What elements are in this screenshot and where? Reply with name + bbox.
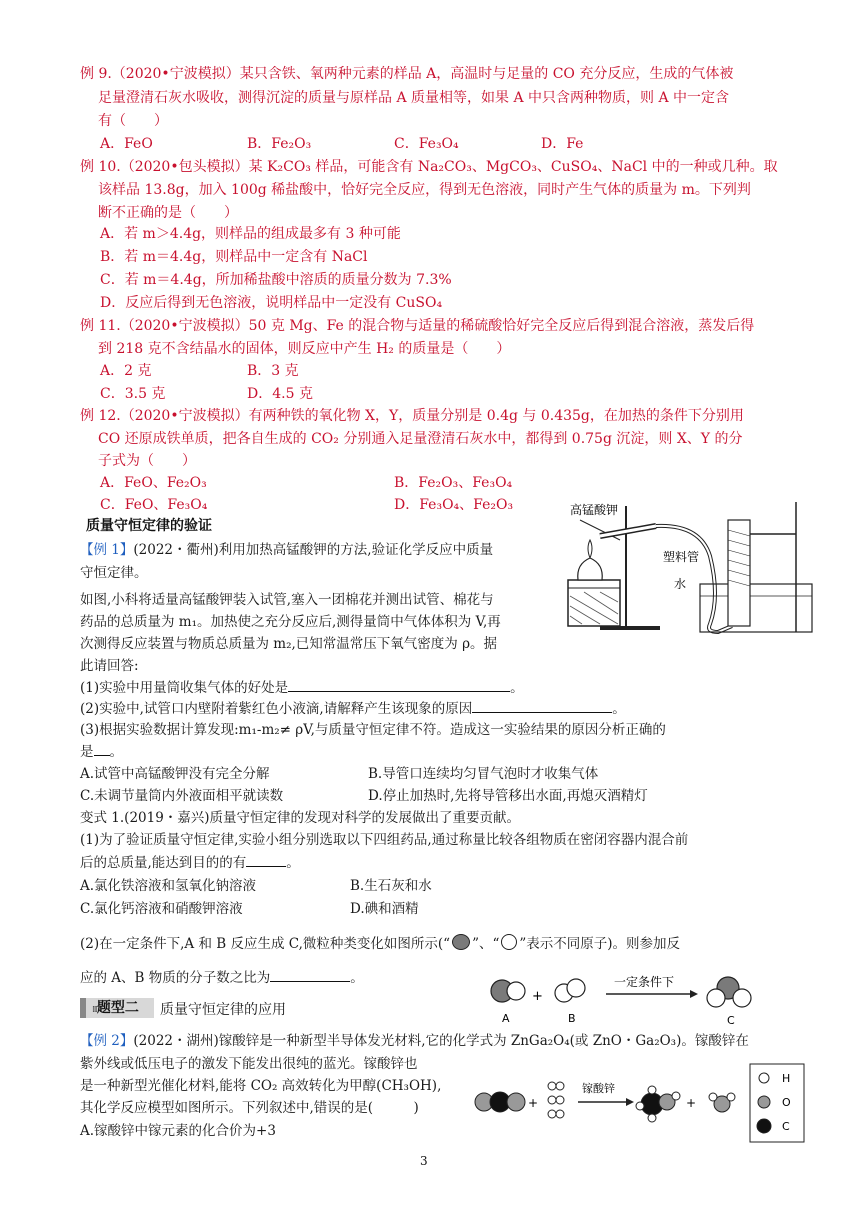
- example2-line3: 是一种新型光催化材料,能将 CO₂ 高效转化为甲醇(CH₃OH),: [80, 1078, 442, 1094]
- q12-line3: 子式为（ ）: [98, 453, 196, 469]
- q11-option-a: A．2 克: [100, 363, 152, 379]
- example1-line5: 次测得反应装置与物质总质量为 m₂,已知常温常压下氧气密度为 ρ。据: [80, 636, 498, 652]
- variant1-option-d: D.碘和酒精: [350, 901, 419, 917]
- variant1-q2-text-a: (2)在一定条件下,A 和 B 反应生成 C,微粒种类变化如图所示(“: [80, 936, 451, 952]
- q12-option-c: C．FeO、Fe₃O₄: [100, 497, 208, 513]
- gray-atom-icon: [452, 934, 470, 950]
- answer-blank[interactable]: [472, 698, 612, 713]
- answer-blank[interactable]: [246, 852, 286, 867]
- variant1-q1-line2: 后的总质量,能达到目的的有 。: [80, 852, 300, 873]
- example1-line1: [80, 540, 493, 560]
- section-title-verification: 质量守恒定律的验证: [86, 518, 212, 534]
- variant1-q1-line1: (1)为了验证质量守恒定律,实验小组分别选取以下四组药品,通过称量比较各组物质在密闭容器内混合前: [80, 832, 689, 848]
- example1-q3-text: 是: [80, 744, 94, 760]
- example2-line1: [80, 1031, 749, 1051]
- q10-option-a: A．若 m＞4.4g，则样品的组成最多有 3 种可能: [100, 226, 401, 242]
- variant1-q2-line2: 应的 A、B 物质的分子数之比为 。: [80, 967, 364, 988]
- q10-option-b: B．若 m＝4.4g，则样品中一定含有 NaCl: [100, 249, 368, 265]
- q9-option-d: D．Fe: [541, 136, 584, 152]
- q12-option-b: B．Fe₂O₃、Fe₃O₄: [394, 475, 513, 491]
- example2-text: (2022・湖州)镓酸锌是一种新型半导体发光材料,它的化学式为 ZnGa₂O₄(或 ZnO・Ga₂O₃)。镓酸锌在: [133, 1033, 749, 1049]
- example1-line2: 守恒定律。: [80, 565, 148, 581]
- q12-option-d: D．Fe₃O₄、Fe₂O₃: [394, 497, 514, 513]
- q9-line2: 足量澄清石灰水吸收，测得沉淀的质量与原样品 A 质量相等，如果 A 中只含两种物质，则 A 中一定含: [98, 90, 730, 106]
- section-badge: ⁞⁞题型二: [80, 998, 154, 1018]
- q10-line2: 该样品 13.8g，加入 100g 稀盐酸中，恰好完全反应，得到无色溶液，同时产生气体的质量为 m。下列判: [98, 182, 751, 198]
- q10-option-d: D．反应后得到无色溶液，说明样品中一定没有 CuSO₄: [100, 295, 443, 311]
- q12-option-a: A．FeO、Fe₂O₃: [100, 475, 207, 491]
- variant1-q2-text-c: ”表示不同原子)。则参加反: [519, 936, 681, 952]
- variant1-q2-text-b: ”、“: [472, 936, 500, 952]
- example1-option-c: C.未调节量筒内外液面相平就读数: [80, 788, 284, 804]
- label-a: A: [502, 1012, 510, 1025]
- reaction-model-figure: [470, 1062, 810, 1146]
- legend-h: H: [782, 1072, 791, 1085]
- condition-label: 一定条件下: [614, 975, 675, 989]
- example1-q1: (1)实验中用量筒收集气体的好处是 。: [80, 677, 524, 698]
- example2-line4: 其化学反应模型如图所示。下列叙述中,错误的是( ): [80, 1100, 419, 1116]
- example1-text: (2022・衢州)利用加热高锰酸钾的方法,验证化学反应中质量: [133, 542, 494, 558]
- plus-sign: +: [532, 989, 543, 1004]
- q11-option-c: C．3.5 克: [100, 386, 166, 402]
- variant1-option-c: C.氯化钙溶液和硝酸钾溶液: [80, 901, 243, 917]
- example1-q3-line1: (3)根据实验数据计算发现:m₁-m₂≠ ρV,与质量守恒定律不符。造成这一实验结果的原因分析正确的: [80, 722, 666, 738]
- legend-o: O: [782, 1096, 791, 1109]
- example1-q2-text: (2)实验中,试管口内壁附着紫红色小液滴,请解释产生该现象的原因: [80, 701, 473, 717]
- variant1-option-a: A.氯化铁溶液和氢氧化钠溶液: [80, 878, 257, 894]
- variant1-title: 变式 1.(2019・嘉兴)质量守恒定律的发现对科学的发展做出了重要贡献。: [80, 810, 521, 826]
- q12-line1: 例 12.（2020•宁波模拟）有两种铁的氧化物 X，Y，质量分别是 0.4g 与 0.435g，在加热的条件下分别用: [80, 408, 744, 424]
- q11-line1: 例 11.（2020•宁波模拟）50 克 Mg、Fe 的混合物与适量的稀硫酸恰好完全反应后得到混合溶液，蒸发后得: [80, 318, 755, 334]
- apparatus-figure: [560, 496, 820, 636]
- label-b: B: [568, 1012, 576, 1025]
- example1-option-b: B.导管口连续均匀冒气泡时才收集气体: [368, 766, 599, 782]
- example2-line2: 紫外线或低压电子的激发下能发出很纯的蓝光。镓酸锌也: [80, 1056, 418, 1072]
- example1-tag: 【例 1】: [80, 542, 134, 558]
- q9-line3: 有（ ）: [98, 113, 168, 129]
- example1-q1-text: (1)实验中用量筒收集气体的好处是: [80, 680, 289, 696]
- example2-tag: 【例 2】: [80, 1033, 134, 1049]
- example1-line6: 此请回答:: [80, 658, 139, 674]
- white-atom-icon: [501, 934, 517, 950]
- q10-line3: 断不正确的是（ ）: [98, 205, 238, 221]
- answer-blank[interactable]: [270, 967, 350, 982]
- plus-sign-1: +: [528, 1096, 539, 1110]
- variant1-option-b: B.生石灰和水: [350, 878, 432, 894]
- example1-option-a: A.试管中高锰酸钾没有完全分解: [80, 766, 270, 782]
- plus-sign-2: +: [686, 1096, 697, 1110]
- legend-c: C: [782, 1120, 790, 1133]
- variant1-q2-text-d: 应的 A、B 物质的分子数之比为: [80, 970, 271, 986]
- example1-q2: (2)实验中,试管口内壁附着紫红色小液滴,请解释产生该现象的原因 。: [80, 698, 626, 719]
- q11-option-b: B．3 克: [247, 363, 299, 379]
- answer-blank[interactable]: [94, 741, 110, 756]
- q9-option-b: B．Fe₂O₃: [247, 136, 312, 152]
- answer-blank[interactable]: [288, 677, 510, 692]
- section-title-application: 质量守恒定律的应用: [160, 1002, 286, 1018]
- variant1-q1-text: 后的总质量,能达到目的的有: [80, 855, 247, 871]
- q11-line2: 到 218 克不含结晶水的固体，则反应中产生 H₂ 的质量是（ ）: [98, 341, 511, 357]
- example1-option-d: D.停止加热时,先将导管移出水面,再熄灭酒精灯: [368, 788, 648, 804]
- q9-option-c: C．Fe₃O₄: [394, 136, 459, 152]
- section-badge-text: 题型二: [96, 1000, 139, 1016]
- example2-option-a: A.镓酸锌中镓元素的化合价为+3: [80, 1123, 276, 1139]
- label-water: 水: [674, 577, 687, 591]
- label-c: C: [727, 1014, 735, 1027]
- label-kmno4: 高锰酸钾: [570, 503, 619, 517]
- reaction-figure-abc: [480, 974, 780, 1030]
- page-number: 3: [420, 1154, 428, 1168]
- q9-option-a: A．FeO: [100, 136, 153, 152]
- example1-line4: 药品的总质量为 m₁。加热使之充分反应后,测得量筒中气体体积为 V,再: [80, 614, 501, 630]
- catalyst-label: 镓酸锌: [582, 1082, 615, 1095]
- q11-option-d: D．4.5 克: [247, 386, 313, 402]
- label-plastic-tube: 塑料管: [663, 550, 700, 564]
- q9-line1: 例 9.（2020•宁波模拟）某只含铁、氧两种元素的样品 A，高温时与足量的 CO 充分反应，生成的气体被: [80, 66, 734, 82]
- q12-line2: CO 还原成铁单质，把各自生成的 CO₂ 分别通入足量澄清石灰水中，都得到 0.75g 沉淀，则 X、Y 的分: [98, 431, 743, 447]
- example1-line3: 如图,小科将适量高锰酸钾装入试管,塞入一团棉花并测出试管、棉花与: [80, 592, 494, 608]
- q10-line1: 例 10.（2020•包头模拟）某 K₂CO₃ 样品，可能含有 Na₂CO₃、MgCO₃、CuSO₄、NaCl 中的一种或几种。取: [80, 159, 778, 175]
- q10-option-c: C．若 m＝4.4g，所加稀盐酸中溶质的质量分数为 7.3%: [100, 272, 452, 288]
- variant1-q2-line1: [80, 934, 680, 954]
- example1-q3-line2: 是 。: [80, 741, 123, 762]
